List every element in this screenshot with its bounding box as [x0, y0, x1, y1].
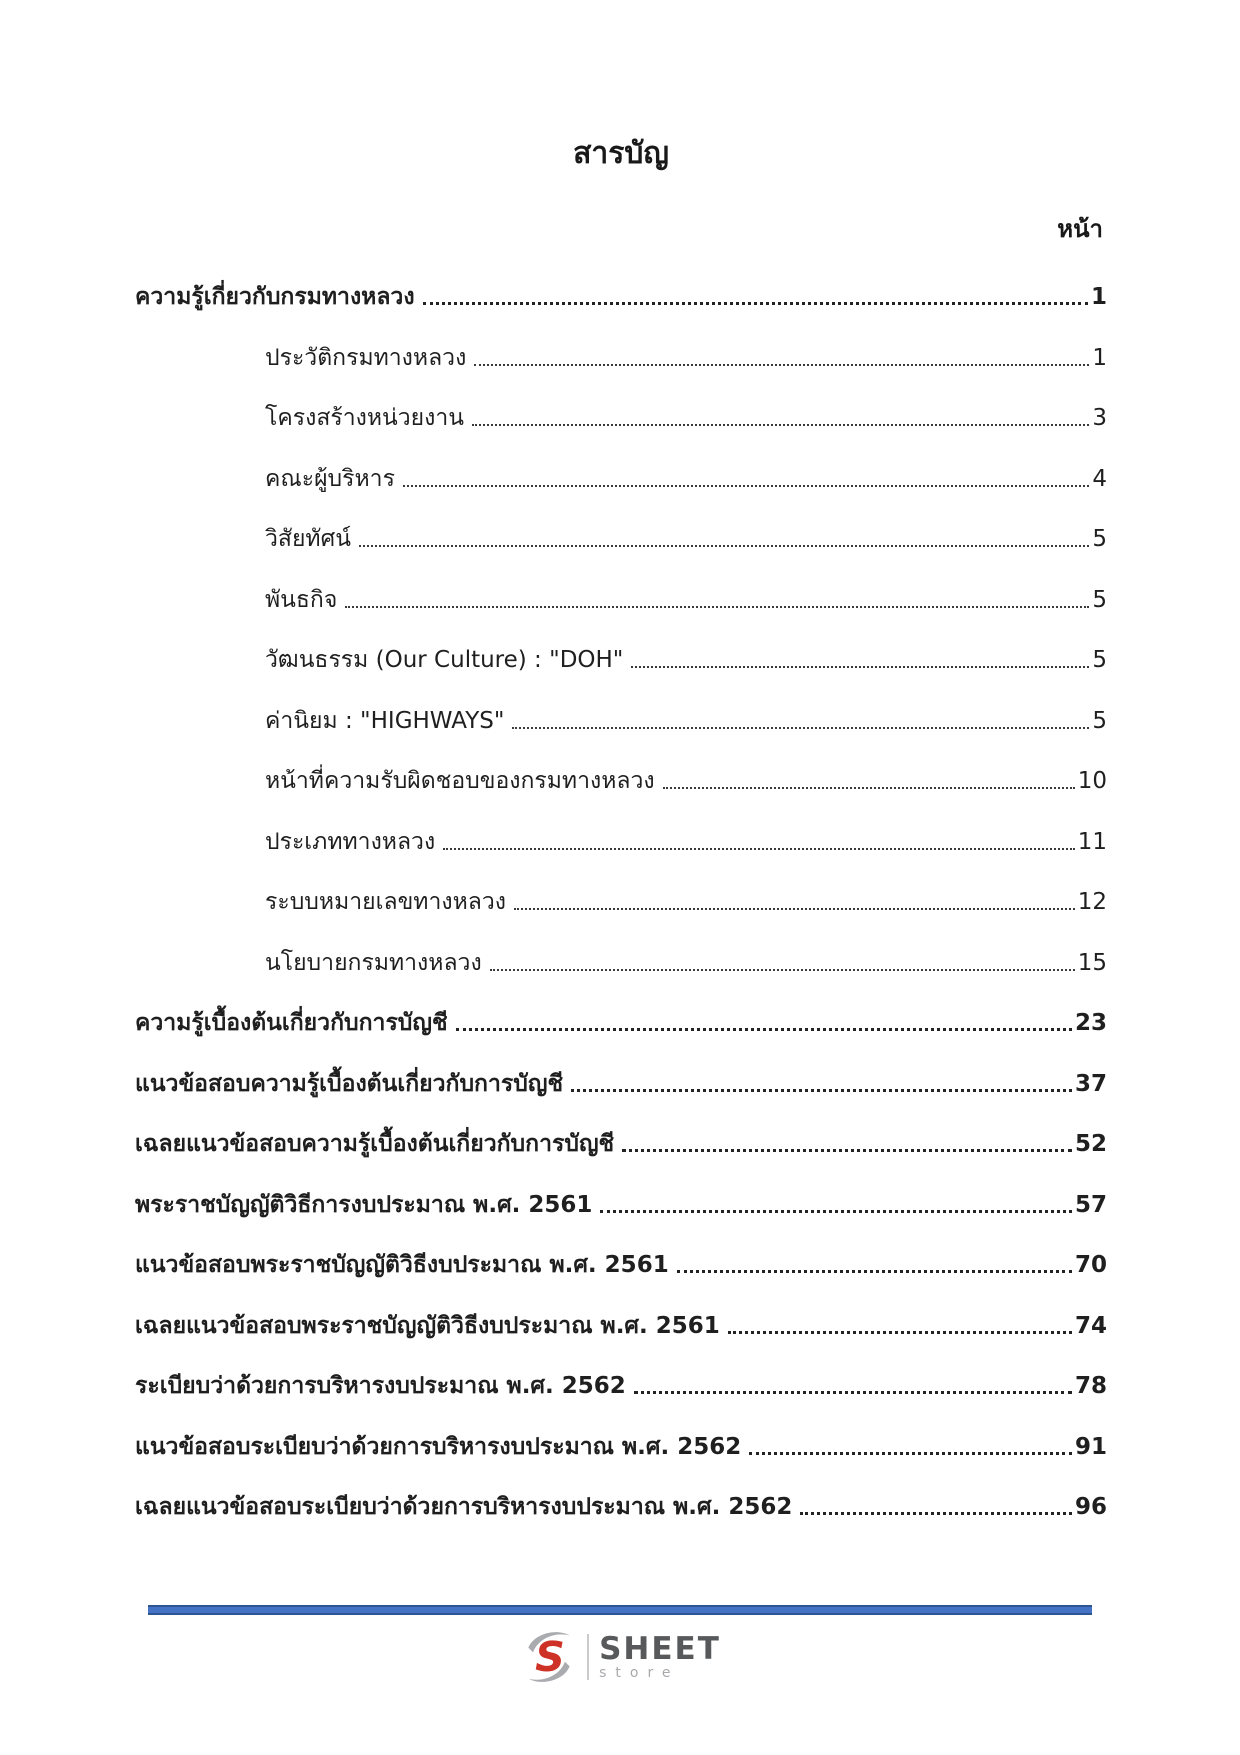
toc-entry: [135, 1071, 1107, 1098]
toc-entry: [135, 708, 1107, 735]
logo-divider: [587, 1634, 589, 1680]
toc-entry-label: ระเบียบว่าด้วยการบริหารงบประมาณ พ.ศ. 2562: [135, 1373, 626, 1399]
toc-entry: [135, 829, 1107, 856]
dot-leader: [443, 848, 1075, 850]
toc-entry-page: 12: [1077, 889, 1107, 915]
toc-entry: [135, 768, 1107, 795]
toc-entry-label: พันธกิจ: [265, 586, 338, 613]
toc-entry: [135, 1010, 1107, 1037]
toc-entry-label: ความรู้เบื้องต้นเกี่ยวกับการบัญชี: [135, 1010, 448, 1036]
toc-entry-page: 23: [1074, 1010, 1107, 1036]
dot-leader: [423, 302, 1088, 305]
logo-text: [599, 1631, 721, 1681]
toc-entry-label: ค่านิยม : "HIGHWAYS": [265, 707, 505, 734]
dot-leader: [677, 1270, 1072, 1273]
toc-entry: [135, 1494, 1107, 1521]
toc-entry-page: 96: [1074, 1494, 1107, 1520]
dot-leader: [514, 908, 1075, 910]
toc-list: [135, 284, 1107, 1521]
toc-entry-label: แนวข้อสอบพระราชบัญญัติวิธีงบประมาณ พ.ศ. 2561: [135, 1252, 669, 1278]
toc-entry-label: เฉลยแนวข้อสอบพระราชบัญญัติวิธีงบประมาณ พ.ศ. 2561: [135, 1312, 720, 1339]
toc-entry-label: วัฒนธรรม (Our Culture) : "DOH": [265, 647, 624, 673]
dot-leader: [359, 545, 1089, 547]
toc-entry-label: นโยบายกรมทางหลวง: [265, 949, 482, 976]
toc-entry-label: เฉลยแนวข้อสอบความรู้เบื้องต้นเกี่ยวกับการบัญชี: [135, 1131, 615, 1157]
toc-entry-label: คณะผู้บริหาร: [265, 465, 395, 492]
dot-leader: [728, 1331, 1072, 1334]
toc-entry: [135, 587, 1107, 614]
toc-entry-page: 5: [1092, 586, 1107, 613]
toc-entry: [135, 1373, 1107, 1400]
footer-rule: [148, 1605, 1092, 1615]
toc-entry: [135, 526, 1107, 553]
dot-leader: [631, 666, 1089, 668]
toc-entry: [135, 889, 1107, 916]
toc-entry-page: 57: [1074, 1191, 1107, 1218]
dot-leader: [663, 787, 1075, 789]
toc-entry-page: 91: [1074, 1433, 1107, 1460]
toc-entry-page: 52: [1074, 1131, 1107, 1157]
toc-entry-page: 1: [1092, 344, 1107, 371]
toc-entry: [135, 1252, 1107, 1279]
dot-leader: [472, 424, 1089, 426]
toc-entry-page: 70: [1074, 1252, 1107, 1278]
dot-leader: [571, 1089, 1072, 1092]
dot-leader: [800, 1512, 1072, 1515]
toc-entry: [135, 1131, 1107, 1158]
toc-entry: [135, 1434, 1107, 1461]
dot-leader: [456, 1028, 1072, 1031]
toc-entry-page: 11: [1077, 828, 1107, 855]
toc-page: [135, 0, 1107, 1555]
toc-entry-label: แนวข้อสอบความรู้เบื้องต้นเกี่ยวกับการบัญชี: [135, 1070, 564, 1097]
toc-entry-label: พระราชบัญญัติวิธีการงบประมาณ พ.ศ. 2561: [135, 1191, 593, 1218]
dot-leader: [403, 485, 1089, 487]
toc-entry-label: วิสัยทัศน์: [265, 526, 351, 552]
toc-entry: [135, 950, 1107, 977]
toc-entry-page: 1: [1090, 284, 1107, 310]
brand-name: SHEET: [599, 1631, 721, 1667]
toc-entry: [135, 405, 1107, 432]
toc-entry-page: 74: [1074, 1312, 1107, 1339]
toc-entry-page: 5: [1092, 526, 1107, 552]
dot-leader: [622, 1149, 1072, 1152]
toc-entry: [135, 466, 1107, 493]
brand-subtitle: store: [599, 1665, 680, 1681]
toc-entry: [135, 1313, 1107, 1340]
toc-entry-page: 3: [1092, 405, 1107, 431]
toc-entry-label: ความรู้เกี่ยวกับกรมทางหลวง: [135, 284, 415, 310]
sheetstore-logo: [0, 1627, 1240, 1687]
toc-entry-page: 4: [1092, 465, 1107, 492]
toc-entry-page: 10: [1077, 768, 1107, 794]
toc-entry-label: เฉลยแนวข้อสอบระเบียบว่าด้วยการบริหารงบประมาณ พ.ศ. 2562: [135, 1494, 793, 1520]
toc-entry-label: แนวข้อสอบระเบียบว่าด้วยการบริหารงบประมาณ พ.ศ. 2562: [135, 1433, 742, 1460]
toc-entry-page: 5: [1092, 647, 1107, 673]
toc-entry: [135, 284, 1107, 311]
toc-entry: [135, 1192, 1107, 1219]
dot-leader: [474, 364, 1089, 366]
toc-entry-label: ประเภททางหลวง: [265, 828, 436, 855]
toc-entry-label: ประวัติกรมทางหลวง: [265, 344, 467, 371]
toc-entry-label: โครงสร้างหน่วยงาน: [265, 405, 465, 431]
toc-entry-label: ระบบหมายเลขทางหลวง: [265, 889, 507, 915]
dot-leader: [600, 1210, 1072, 1213]
dot-leader: [634, 1391, 1072, 1394]
svg-text:S: S: [535, 1633, 565, 1682]
dot-leader: [490, 969, 1075, 971]
dot-leader: [749, 1452, 1072, 1455]
toc-entry-page: 37: [1074, 1070, 1107, 1097]
toc-entry: [135, 345, 1107, 372]
dot-leader: [345, 606, 1089, 608]
toc-entry-page: 78: [1074, 1373, 1107, 1399]
dot-leader: [512, 727, 1089, 729]
toc-entry-page: 5: [1092, 707, 1107, 734]
toc-entry-page: 15: [1077, 949, 1107, 976]
toc-entry: [135, 647, 1107, 674]
page-column-header: หน้า: [1057, 215, 1103, 243]
toc-entry-label: หน้าที่ความรับผิดชอบของกรมทางหลวง: [265, 768, 655, 794]
sheetstore-s-icon: [519, 1627, 579, 1687]
page-title: สารบัญ: [573, 136, 669, 171]
